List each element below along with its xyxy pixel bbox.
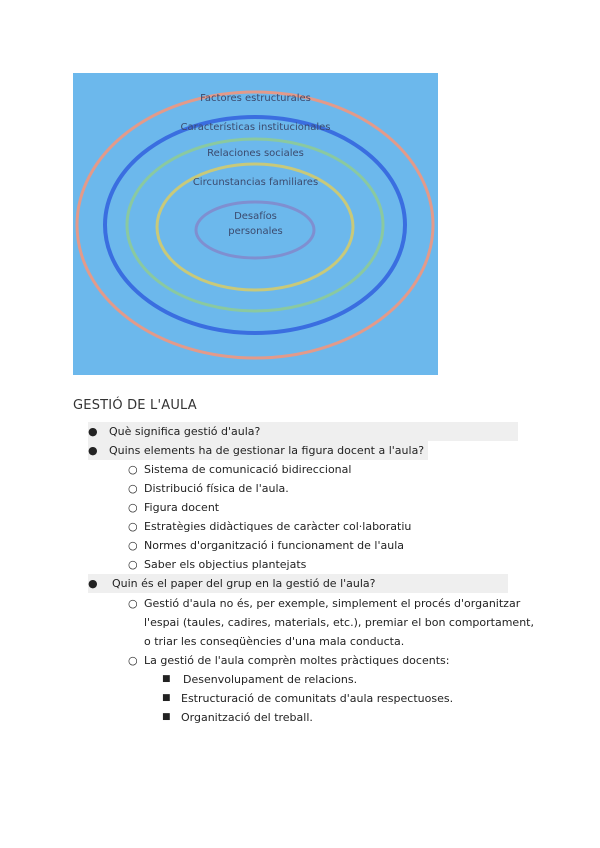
bullet-disc-icon: ● bbox=[88, 444, 98, 457]
bullet-square-icon: ■ bbox=[162, 712, 171, 722]
list-item-text: Saber els objectius plantejats bbox=[144, 558, 307, 571]
bullet-disc-icon: ● bbox=[88, 425, 98, 438]
list-item-text: Distribució física de l'aula. bbox=[144, 482, 289, 495]
label-desafios: Desafíos bbox=[234, 211, 277, 222]
list-item-text: La gestió de l'aula comprèn moltes pràctiques docents: bbox=[144, 654, 450, 667]
list-item-text: Normes d'organització i funcionament de l'aula bbox=[144, 539, 404, 552]
list-item-text: Estructuració de comunitats d'aula respectuoses. bbox=[181, 692, 454, 705]
list-item-text: Desenvolupament de relacions. bbox=[183, 673, 358, 686]
label-factores-estructurales: Factores estructurales bbox=[200, 93, 311, 104]
bullet-circle-icon: ○ bbox=[128, 482, 138, 495]
paragraph-text: l'espai (taules, cadires, materials, etc.), premiar el bon comportament, bbox=[144, 616, 534, 629]
diagram-svg bbox=[73, 73, 438, 375]
label-personales: personales bbox=[228, 226, 283, 237]
bullet-square-icon: ■ bbox=[162, 674, 171, 684]
nested-ellipses-diagram bbox=[73, 73, 438, 375]
label-circunstancias-familiares: Circunstancias familiares bbox=[192, 177, 319, 188]
bullet-disc-icon: ● bbox=[88, 577, 98, 590]
bullet-circle-icon: ○ bbox=[128, 597, 138, 610]
list-item-text: Sistema de comunicació bidireccional bbox=[144, 463, 352, 476]
bullet-circle-icon: ○ bbox=[128, 654, 138, 667]
list-item-text: Estratègies didàctiques de caràcter col·laboratiu bbox=[144, 520, 412, 533]
list-item-text: Organització del treball. bbox=[181, 711, 313, 724]
question-3-row bbox=[88, 574, 508, 593]
question-3: Quin és el paper del grup en la gestió de l'aula? bbox=[112, 577, 376, 590]
paragraph-text: Gestió d'aula no és, per exemple, simplement el procés d'organitzar bbox=[144, 597, 521, 610]
bullet-square-icon: ■ bbox=[162, 693, 171, 703]
question-2-row bbox=[88, 441, 428, 460]
paragraph-text: o triar les conseqüències d'una mala conducta. bbox=[144, 635, 405, 648]
question-1-row bbox=[88, 422, 518, 441]
bullet-circle-icon: ○ bbox=[128, 463, 138, 476]
bullet-circle-icon: ○ bbox=[128, 501, 138, 514]
label-caracteristicas-institucionales: Características institucionales bbox=[180, 122, 331, 133]
section-title: GESTIÓ DE L'AULA bbox=[73, 398, 197, 413]
label-relaciones-sociales: Relaciones sociales bbox=[207, 148, 304, 159]
list-item-text: Figura docent bbox=[144, 501, 220, 514]
bullet-circle-icon: ○ bbox=[128, 558, 138, 571]
question-1: Què significa gestió d'aula? bbox=[109, 425, 261, 438]
question-2: Quins elements ha de gestionar la figura docent a l'aula? bbox=[109, 444, 425, 457]
bullet-circle-icon: ○ bbox=[128, 520, 138, 533]
bullet-circle-icon: ○ bbox=[128, 539, 138, 552]
